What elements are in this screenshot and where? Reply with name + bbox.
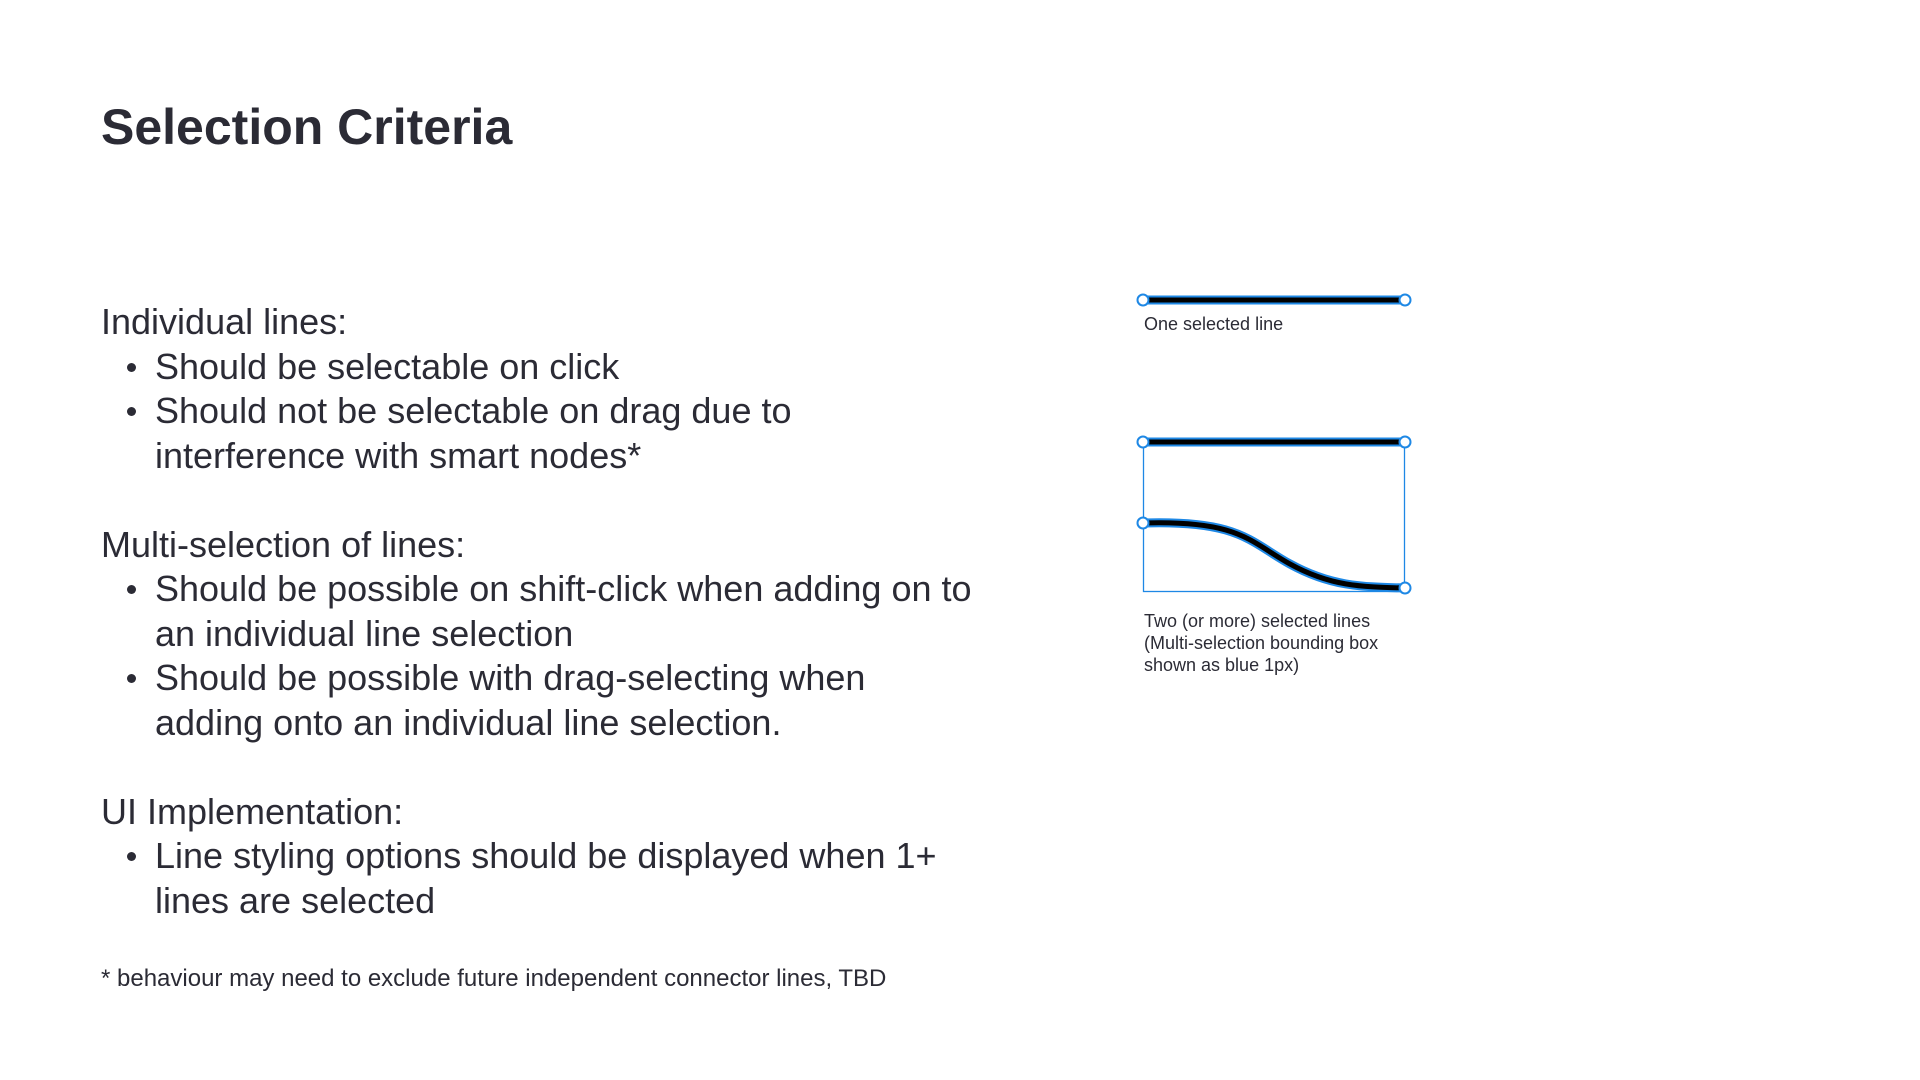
bullet-item: Should be possible with drag-selecting when adding onto an individual line selection. <box>155 656 981 745</box>
bullet-item: Should not be selectable on drag due to interference with smart nodes* <box>155 389 981 478</box>
section-heading: UI Implementation: <box>101 790 404 832</box>
bullet-item: Should be possible on shift-click when adding on to an individual line selection <box>155 567 981 656</box>
section-multi-selection <box>101 523 981 746</box>
criteria-list <box>101 300 981 968</box>
single-selected-line <box>1138 295 1411 306</box>
single-line-caption: One selected line <box>1144 314 1284 334</box>
footnote: * behaviour may need to exclude future independent connector lines, TBD <box>101 965 887 992</box>
bullet-item: Should be selectable on click <box>155 345 981 390</box>
multi-line-caption <box>1144 610 1378 676</box>
line-endpoint-handle[interactable] <box>1138 518 1149 529</box>
line-endpoint-handle[interactable] <box>1138 295 1149 306</box>
page-title: Selection Criteria <box>101 99 513 155</box>
multi-selected-lines <box>1138 437 1411 594</box>
multi-selection-bounding-box <box>1144 443 1405 592</box>
section-ui-implementation <box>101 790 981 924</box>
section-heading: Multi-selection of lines: <box>101 523 466 565</box>
caption-line: Two (or more) selected lines <box>1144 611 1371 631</box>
section-individual-lines <box>101 300 981 478</box>
selection-illustrations <box>1120 280 1440 700</box>
line-endpoint-handle[interactable] <box>1400 295 1411 306</box>
caption-line: (Multi-selection bounding box <box>1144 633 1379 653</box>
line-endpoint-handle[interactable] <box>1400 437 1411 448</box>
section-heading: Individual lines: <box>101 301 348 342</box>
bullet-item: Line styling options should be displayed when 1+ lines are selected <box>155 834 981 923</box>
line-endpoint-handle[interactable] <box>1400 583 1411 594</box>
caption-line: shown as blue 1px) <box>1144 655 1300 675</box>
bullet-list <box>101 345 981 479</box>
bullet-list <box>101 834 981 923</box>
line-endpoint-handle[interactable] <box>1138 437 1149 448</box>
bullet-list <box>101 567 981 745</box>
